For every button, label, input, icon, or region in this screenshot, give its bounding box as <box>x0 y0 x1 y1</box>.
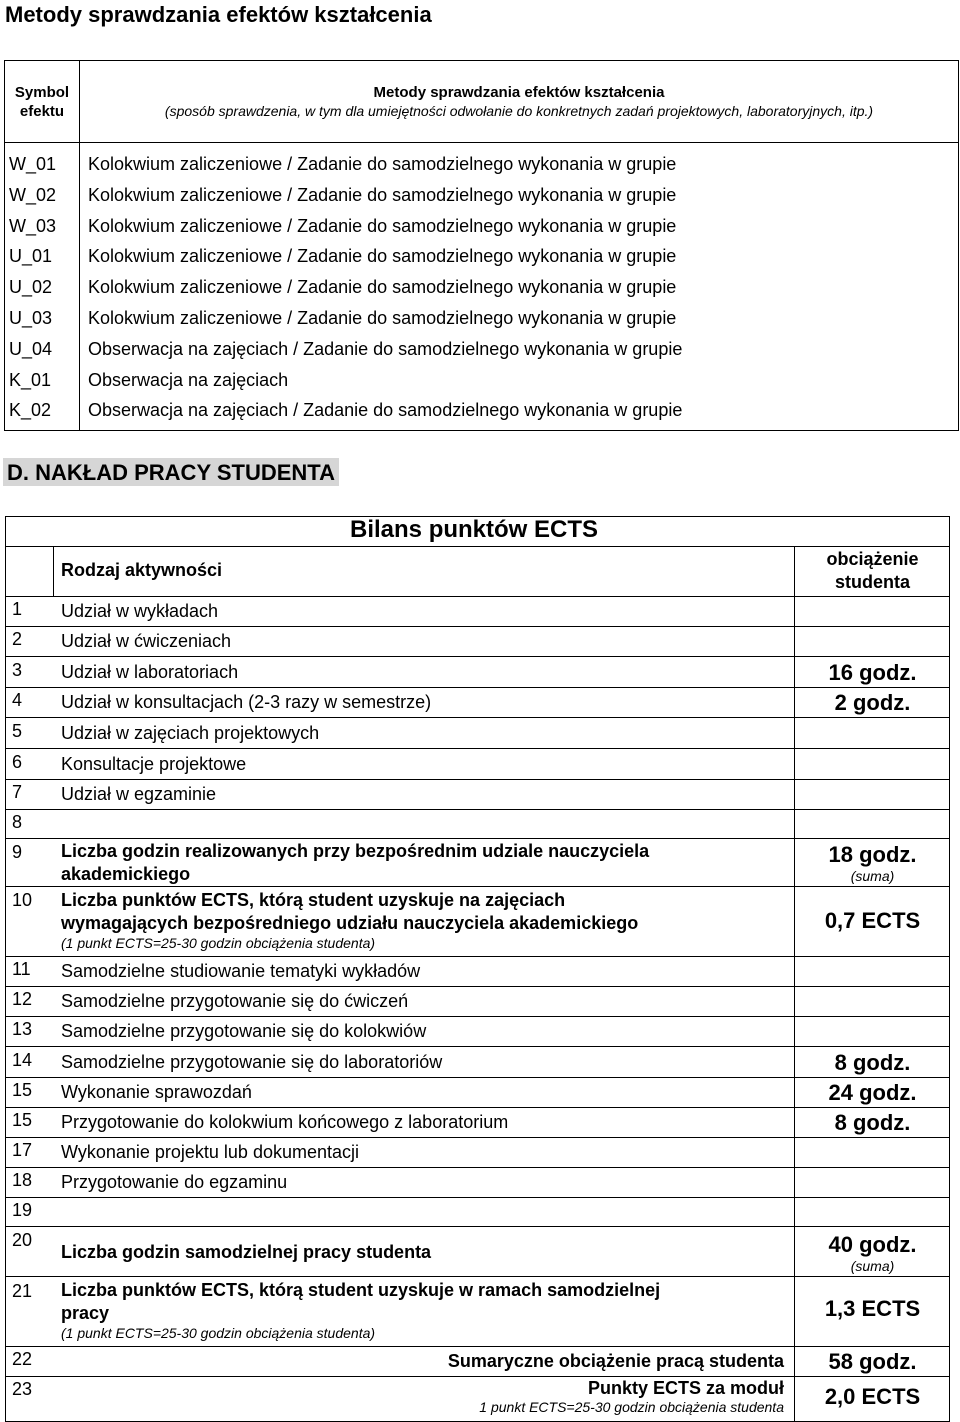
method-cell: Obserwacja na zajęciach <box>88 369 289 390</box>
row-number: 8 <box>12 812 23 832</box>
section-title: Metody sprawdzania efektów kształcenia <box>5 2 432 27</box>
row-note: (1 punkt ECTS=25-30 godzin obciążenia studenta) <box>61 1325 376 1341</box>
methods-header-row <box>5 61 959 143</box>
row-number: 21 <box>12 1281 33 1301</box>
row-divider <box>5 1107 950 1108</box>
row-number: 12 <box>12 989 33 1009</box>
row-label-line: Liczba godzin realizowanych przy bezpośrednim udziale nauczyciela <box>61 841 650 861</box>
header-symbol: Symbol efektu <box>5 61 80 143</box>
row-label: Przygotowanie do egzaminu <box>61 1172 288 1192</box>
row-value: 1,3 ECTS <box>824 1296 921 1321</box>
method-cell: Kolokwium zaliczeniowe / Zadanie do samodzielnego wykonania w grupie <box>88 307 677 328</box>
row-label: Udział w laboratoriach <box>61 662 239 682</box>
row-divider <box>5 1016 950 1017</box>
row-divider <box>5 1197 950 1198</box>
row-divider <box>5 779 950 780</box>
row-value <box>795 1232 950 1274</box>
row-divider <box>5 1046 950 1047</box>
methods-body-row <box>5 143 959 431</box>
row-value: 2,0 ECTS <box>824 1384 921 1409</box>
row-number: 6 <box>12 752 23 772</box>
row-label-line: akademickiego <box>61 864 191 884</box>
ects-table <box>5 516 950 1422</box>
row-number: 22 <box>12 1349 33 1369</box>
symbol-cell: U_02 <box>9 277 53 298</box>
row-number: 19 <box>12 1200 33 1220</box>
method-cell: Obserwacja na zajęciach / Zadanie do samodzielnego wykonania w grupie <box>88 400 683 421</box>
row-value-main: 40 godz. <box>828 1232 917 1257</box>
row-label: Samodzielne przygotowanie się do laboratoriów <box>61 1052 443 1072</box>
table-border <box>5 516 6 1422</box>
row-label <box>61 889 638 952</box>
symbol-cell: K_01 <box>9 369 52 390</box>
row-number: 3 <box>12 660 23 680</box>
row-label: Udział w egzaminie <box>61 784 217 804</box>
methods-table <box>4 60 959 431</box>
row-label <box>61 1279 660 1342</box>
symbol-cell: U_03 <box>9 307 53 328</box>
row-label-line: Liczba punktów ECTS, którą student uzyskuje w ramach samodzielnej <box>61 1280 661 1300</box>
row-divider <box>5 956 950 957</box>
row-divider <box>5 1346 950 1347</box>
row-number: 15 <box>12 1110 33 1130</box>
row-label: Liczba godzin samodzielnej pracy studenta <box>61 1242 432 1262</box>
symbol-cell: W_03 <box>9 215 57 236</box>
row-divider <box>5 1276 950 1277</box>
row-divider <box>5 626 950 627</box>
row-number: 14 <box>12 1050 33 1070</box>
row-divider <box>5 886 950 887</box>
row-label: Samodzielne studiowanie tematyki wykładów <box>61 961 421 981</box>
row-label-line: wymagających bezpośredniego udziału nauczyciela akademickiego <box>61 913 639 933</box>
row-label: Konsultacje projektowe <box>61 754 247 774</box>
row-note: (1 punkt ECTS=25-30 godzin obciążenia studenta) <box>61 935 376 951</box>
row-divider <box>5 687 950 688</box>
row-label: Samodzielne przygotowanie się do ćwiczeń <box>61 991 409 1011</box>
row-value: 16 godz. <box>828 660 917 685</box>
symbol-cell: K_02 <box>9 400 52 421</box>
row-label: Udział w wykładach <box>61 601 219 621</box>
row-label: Przygotowanie do kolokwium końcowego z laboratorium <box>61 1112 509 1132</box>
row-divider <box>5 838 950 839</box>
ects-title: Bilans punktów ECTS <box>350 516 599 543</box>
row-number: 1 <box>12 599 23 619</box>
row-divider <box>5 1226 950 1227</box>
row-number: 4 <box>12 690 23 710</box>
symbol-cell: U_01 <box>9 246 53 267</box>
row-number: 11 <box>12 959 31 979</box>
symbol-column <box>5 143 80 431</box>
header-methods-subtitle: (sposób sprawdzenia, w tym dla umiejętności odwołanie do konkretnych zadań projektowych, laboratoryjnych, itp.) <box>164 103 874 119</box>
row-divider <box>5 986 950 987</box>
row-number: 7 <box>12 782 23 802</box>
row-value-main: 18 godz. <box>828 842 917 867</box>
row-label: Samodzielne przygotowanie się do kolokwiów <box>61 1021 427 1041</box>
row-label-line: Liczba punktów ECTS, którą student uzyskuje na zajęciach <box>61 890 566 910</box>
row-label: Sumaryczne obciążenie pracą studenta <box>447 1351 784 1371</box>
row-divider <box>5 1137 950 1138</box>
row-divider <box>5 656 950 657</box>
table-border <box>949 516 950 1422</box>
row-number: 10 <box>12 890 33 910</box>
row-label: Udział w zajęciach projektowych <box>61 723 320 743</box>
method-cell: Kolokwium zaliczeniowe / Zadanie do samodzielnego wykonania w grupie <box>88 246 677 267</box>
row-value <box>795 842 950 884</box>
row-label: Wykonanie sprawozdań <box>61 1082 252 1102</box>
title-divider <box>5 546 950 547</box>
row-number: 17 <box>12 1140 33 1160</box>
row-note: 1 punkt ECTS=25-30 godzin obciążenia studenta <box>479 1399 784 1415</box>
row-label: Udział w konsultacjach (2-3 razy w semestrze) <box>61 692 432 712</box>
method-cell: Kolokwium zaliczeniowe / Zadanie do samodzielnego wykonania w grupie <box>88 154 677 174</box>
row-number: 13 <box>12 1019 33 1039</box>
method-cell: Kolokwium zaliczeniowe / Zadanie do samodzielnego wykonania w grupie <box>88 277 677 298</box>
row-value: 0,7 ECTS <box>824 908 921 933</box>
method-cell: Obserwacja na zajęciach / Zadanie do samodzielnego wykonania w grupie <box>88 338 683 359</box>
header-divider <box>5 596 950 597</box>
row-number: 20 <box>12 1230 33 1250</box>
row-label: Wykonanie projektu lub dokumentacji <box>61 1142 360 1162</box>
row-value: 24 godz. <box>828 1080 917 1105</box>
header-activity: Rodzaj aktywności <box>61 560 223 580</box>
row-divider <box>5 1077 950 1078</box>
method-cell: Kolokwium zaliczeniowe / Zadanie do samodzielnego wykonania w grupie <box>88 184 677 205</box>
symbol-cell: W_02 <box>9 184 57 205</box>
symbol-cell: U_04 <box>9 338 53 359</box>
row-label: Udział w ćwiczeniach <box>61 631 232 651</box>
row-label <box>479 1378 784 1415</box>
row-value-note: (suma) <box>850 1258 895 1274</box>
row-number: 2 <box>12 629 23 649</box>
row-label-main: Punkty ECTS za moduł <box>587 1378 784 1398</box>
row-label-line: pracy <box>61 1303 110 1323</box>
header-methods <box>80 61 959 143</box>
row-divider <box>5 748 950 749</box>
row-value: 58 godz. <box>828 1349 917 1374</box>
row-divider <box>5 717 950 718</box>
row-number: 23 <box>12 1379 33 1399</box>
row-number: 9 <box>12 842 23 862</box>
symbol-cell: W_01 <box>9 154 57 174</box>
method-cell: Kolokwium zaliczeniowe / Zadanie do samodzielnego wykonania w grupie <box>88 215 677 236</box>
row-value: 8 godz. <box>834 1050 911 1075</box>
row-value-note: (suma) <box>850 868 895 884</box>
header-load: obciążenie studenta <box>826 549 919 592</box>
header-divider <box>53 546 54 596</box>
row-value: 2 godz. <box>834 690 911 715</box>
row-value: 8 godz. <box>834 1110 911 1135</box>
row-label <box>61 840 649 886</box>
row-divider <box>5 1167 950 1168</box>
row-number: 15 <box>12 1080 33 1100</box>
method-column <box>80 143 959 431</box>
header-methods-title: Metody sprawdzania efektów kształcenia <box>373 84 665 101</box>
row-number: 5 <box>12 721 23 741</box>
row-number: 18 <box>12 1170 33 1190</box>
section-d-heading: D. NAKŁAD PRACY STUDENTA <box>3 458 339 486</box>
row-divider <box>5 809 950 810</box>
row-divider <box>5 1376 950 1377</box>
